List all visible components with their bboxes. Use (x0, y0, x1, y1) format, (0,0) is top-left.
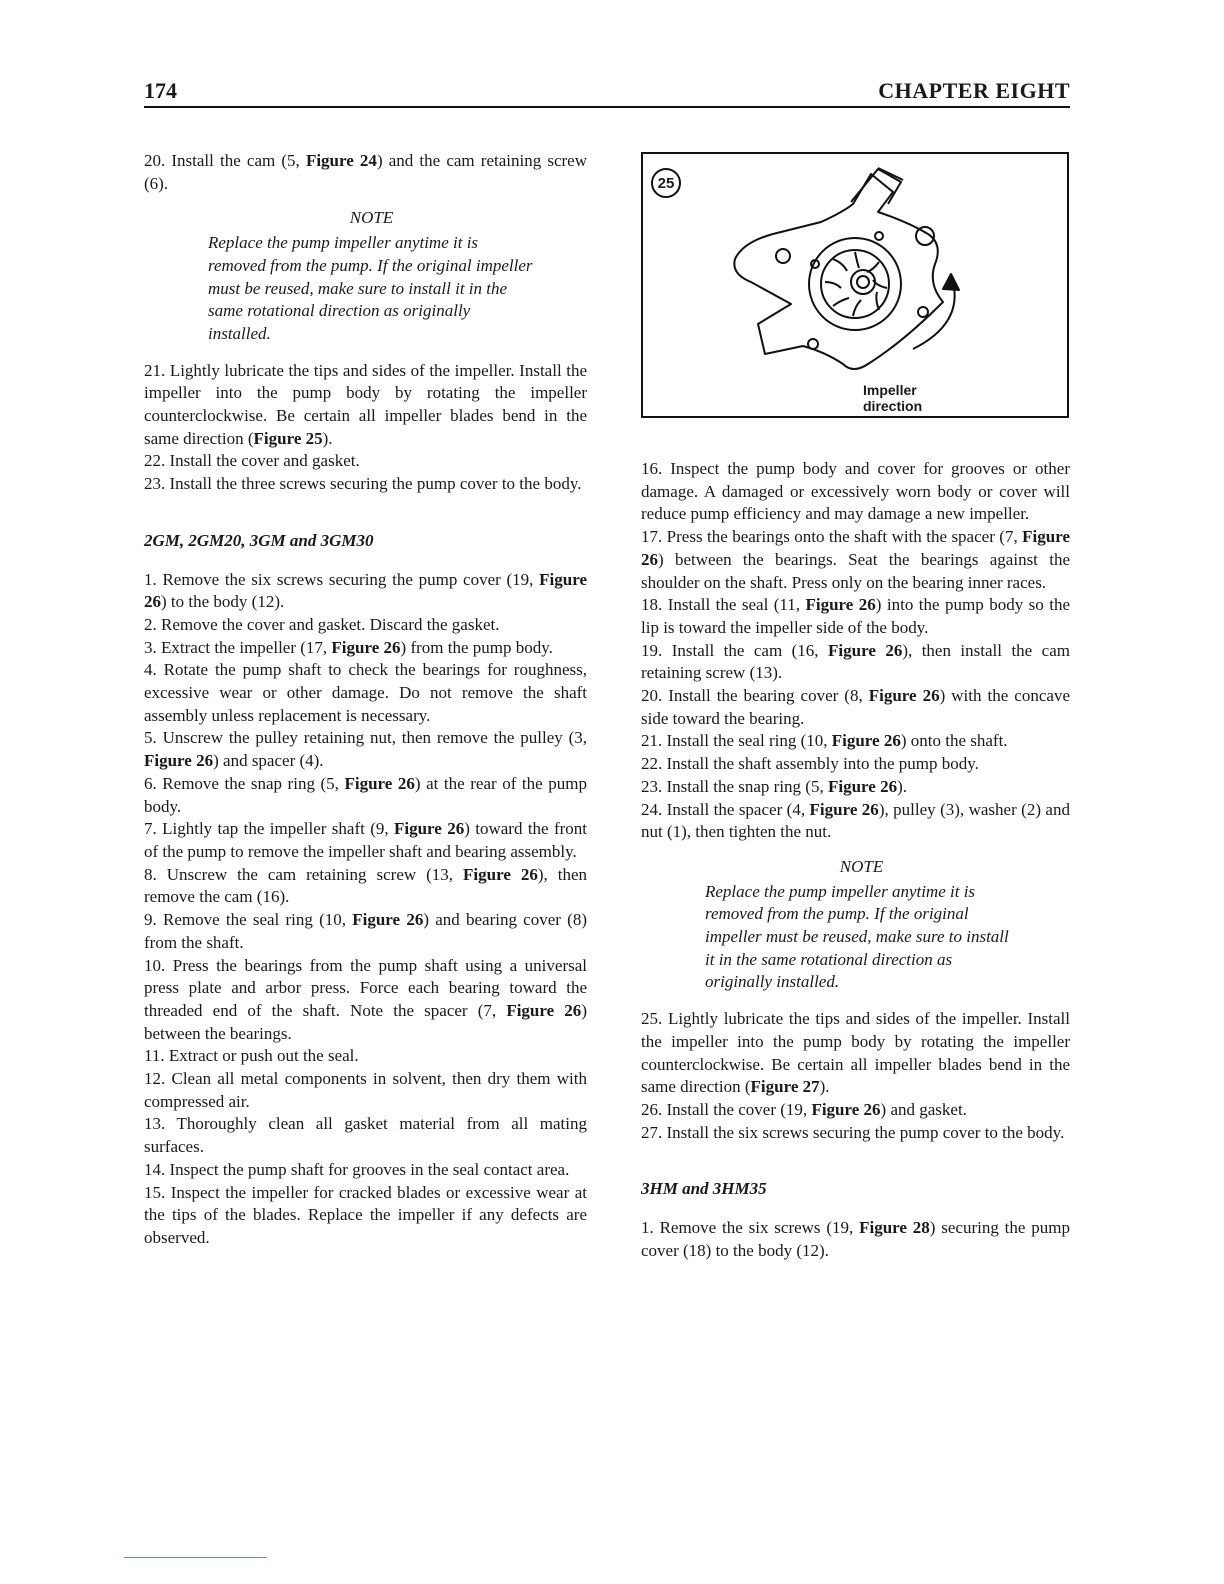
figure-label-line1: Impeller (863, 382, 917, 398)
figure-reference: Figure 26 (144, 569, 587, 612)
step-text: 13. Thoroughly clean all gasket material from all mating surfaces. (144, 1114, 587, 1157)
figure-reference: Figure 26 (868, 686, 940, 706)
step-text: 10. Press the bearings from the pump shaft using a universal press plate and arbor press. Force each bearing toward the threaded end of the shaft. Note the spacer (7, (144, 955, 587, 1020)
figure-reference: Figure 26 (506, 1000, 582, 1020)
steps-group-c (641, 1217, 1070, 1262)
figure-reference: Figure 27 (750, 1077, 820, 1097)
step-paragraph (641, 685, 1070, 730)
step-text: 3. Extract the impeller (17, (144, 637, 332, 657)
figure-reference: Figure 26 (809, 799, 879, 819)
figure-reference: Figure 26 (828, 640, 903, 660)
step-text: 6. Remove the snap ring (5, (144, 773, 345, 793)
step-text-tail: ). (897, 776, 907, 796)
step-paragraph (144, 637, 587, 660)
note-title-2: NOTE (839, 856, 884, 876)
step-text: 7. Lightly tap the impeller shaft (9, (144, 819, 394, 839)
step-text: 26. Install the cover (19, (641, 1099, 812, 1119)
step-text-tail: ) and gasket. (880, 1099, 967, 1119)
figure-reference: Figure 26 (394, 819, 465, 839)
step-text: 1. Remove the six screws (19, (641, 1218, 860, 1238)
step-paragraph (641, 594, 1070, 639)
step-paragraph (144, 864, 587, 909)
step-text: 5. Unscrew the pulley retaining nut, then remove the pulley (3, (144, 728, 587, 748)
step-paragraph (641, 799, 1070, 844)
step-paragraph (641, 730, 1070, 753)
step-text: 11. Extract or push out the seal. (144, 1046, 359, 1066)
figure-reference: Figure 26 (811, 1099, 881, 1119)
step-paragraph (144, 818, 587, 863)
step-paragraph (641, 526, 1070, 594)
step-paragraph (641, 458, 1070, 526)
step-paragraph (144, 1159, 587, 1182)
note-block (208, 207, 535, 345)
step-text: 12. Clean all metal components in solvent, then dry them with compressed air. (144, 1069, 587, 1111)
figure-reference: Figure 28 (859, 1218, 930, 1238)
step-paragraph (144, 909, 587, 954)
step-text-tail: ) to the body (12). (161, 592, 285, 612)
step-text-tail: ) between the bearings. (144, 1000, 587, 1043)
step-text: 19. Install the cam (16, (641, 640, 829, 660)
figure-reference: Figure 26 (344, 773, 415, 793)
page-number: 174 (144, 78, 177, 103)
step-paragraph (144, 569, 587, 614)
figure-reference: Figure 26 (144, 751, 214, 771)
figure-reference: Figure 26 (463, 864, 538, 884)
step-text: 18. Install the seal (11, (641, 595, 806, 615)
step-paragraph (641, 776, 1070, 799)
step-text-tail: ) at the rear of the pump body. (144, 773, 587, 816)
step-paragraph (144, 473, 587, 496)
step-paragraph (144, 1045, 587, 1068)
step-text: 22. Install the cover and gasket. (144, 451, 360, 471)
left-column (144, 150, 587, 1250)
note-text: Replace the pump impeller anytime it is removed from the pump. If the original impeller must be reused, make sure to install it in the same rotational direction as originally installed. (208, 233, 533, 343)
section-steps (144, 569, 587, 1250)
page-header (144, 78, 1070, 108)
note-block-2 (705, 856, 1018, 994)
step-paragraph (144, 450, 587, 473)
step-text-tail: ) onto the shaft. (900, 731, 1008, 751)
step-paragraph (144, 1113, 587, 1158)
step-text: 24. Install the spacer (4, (641, 799, 810, 819)
figure-reference: Figure 26 (805, 595, 876, 615)
step-text: 4. Rotate the pump shaft to check the bearings for roughness, excessive wear or other damage. Do not remove the shaft assembly unless replacement is necessary. (144, 660, 587, 725)
figure-label-line2: direction (863, 398, 923, 414)
step-text: 21. Install the seal ring (10, (641, 731, 832, 751)
footer-divider (124, 1557, 267, 1558)
step-text-tail: ), then install the cam retaining screw (13). (641, 640, 1070, 683)
right-column (641, 458, 1070, 1263)
step-text: 21. Lightly lubricate the tips and sides of the impeller. Install the impeller into the pump body by rotating the impeller counterclockwise. Be certain all impeller blades bend in the same direction ( (144, 360, 587, 448)
step-text-tail: ) into the pump body so the lip is toward the impeller side of the body. (641, 595, 1070, 637)
step-paragraph (144, 360, 587, 451)
steps-group-b (641, 1008, 1070, 1144)
figure-25 (641, 152, 1069, 418)
figure-reference: Figure 26 (331, 637, 401, 657)
section-heading: 2GM, 2GM20, 3GM and 3GM30 (144, 530, 374, 550)
step-text-tail: ) with the concave side toward the bearing. (641, 686, 1070, 728)
step-paragraph (144, 773, 587, 818)
step-paragraph (144, 150, 587, 195)
step-text-tail: ) between the bearings. Seat the bearings against the shoulder on the shaft. Press only on the bearing inner races. (641, 549, 1070, 592)
step-text: 17. Press the bearings onto the shaft with the spacer (7, (641, 527, 1023, 547)
note-text-2: Replace the pump impeller anytime it is removed from the pump. If the original impeller must be reused, make sure to install it in the same rotational direction as originally installed. (705, 881, 1009, 992)
step-text: 20. Install the bearing cover (8, (641, 686, 869, 706)
step-paragraph (641, 753, 1070, 776)
chapter-title: CHAPTER EIGHT (878, 78, 1070, 103)
step-paragraph (641, 1122, 1070, 1145)
step-text-tail: ), pulley (3), washer (2) and nut (1), then tighten the nut. (641, 799, 1070, 842)
step-text-tail: ). (819, 1077, 830, 1097)
step-text: 14. Inspect the pump shaft for grooves in the seal contact area. (144, 1159, 570, 1179)
step-paragraph (144, 955, 587, 1046)
figure-reference: Figure 24 (305, 151, 377, 170)
step-paragraph (144, 1182, 587, 1250)
step-paragraph (641, 1008, 1070, 1099)
step-paragraph (641, 1217, 1070, 1262)
figure-reference: Figure 26 (827, 776, 898, 796)
step-paragraph (144, 659, 587, 727)
figure-reference: Figure 26 (641, 527, 1070, 569)
steps-group-a (641, 458, 1070, 844)
intro-steps (144, 150, 587, 195)
step-text-tail: ). (322, 428, 333, 448)
section-heading-2: 3HM and 3HM35 (641, 1179, 767, 1199)
figure-reference: Figure 25 (253, 428, 323, 448)
step-text-tail: ) from the pump body. (400, 637, 553, 657)
step-paragraph (144, 614, 587, 637)
step-text: 9. Remove the seal ring (10, (144, 910, 353, 930)
step-text: 23. Install the three screws securing the pump cover to the body. (144, 474, 582, 494)
step-text: 16. Inspect the pump body and cover for grooves or other damage. A damaged or excessively worn body or cover will reduce pump efficiency and may damage a new impeller. (641, 459, 1070, 524)
step-text-tail: ), then remove the cam (16). (144, 864, 587, 907)
figure-label (863, 382, 929, 414)
step-text: 20. Install the cam (5, (144, 151, 306, 170)
step-text: 1. Remove the six screws securing the pump cover (19, (144, 569, 540, 589)
step-text: 27. Install the six screws securing the pump cover to the body. (641, 1122, 1065, 1142)
figure-number-badge: 25 (651, 168, 681, 198)
step-text-tail: ) and the cam retaining screw (6). (144, 151, 587, 193)
step-paragraph (144, 727, 587, 772)
figure-reference: Figure 26 (831, 731, 901, 751)
after-note-steps (144, 360, 587, 496)
step-paragraph (144, 1068, 587, 1113)
step-paragraph (641, 1099, 1070, 1122)
step-text-tail: ) and spacer (4). (213, 751, 324, 771)
step-paragraph (641, 640, 1070, 685)
step-text: 15. Inspect the impeller for cracked blades or excessive wear at the tips of the blades. Replace the impeller if any defects are observed. (144, 1182, 587, 1247)
step-text-tail: ) and bearing cover (8) from the shaft. (144, 910, 587, 952)
step-text: 2. Remove the cover and gasket. Discard the gasket. (144, 614, 500, 634)
step-text: 22. Install the shaft assembly into the pump body. (641, 754, 979, 774)
note-title: NOTE (349, 208, 394, 228)
step-text: 8. Unscrew the cam retaining screw (13, (144, 864, 464, 884)
step-text: 25. Lightly lubricate the tips and sides of the impeller. Install the impeller into the pump body by rotating the impeller counterclockwise. Be certain all impeller blades bend in the same direction ( (641, 1009, 1070, 1097)
pump-impeller-illustration (703, 164, 1013, 384)
step-text-tail: ) securing the pump cover (18) to the body (12). (641, 1218, 1070, 1260)
step-text-tail: ) toward the front of the pump to remove the impeller shaft and bearing assembly. (144, 819, 587, 861)
step-text: 23. Install the snap ring (5, (641, 776, 828, 796)
figure-reference: Figure 26 (352, 910, 424, 930)
